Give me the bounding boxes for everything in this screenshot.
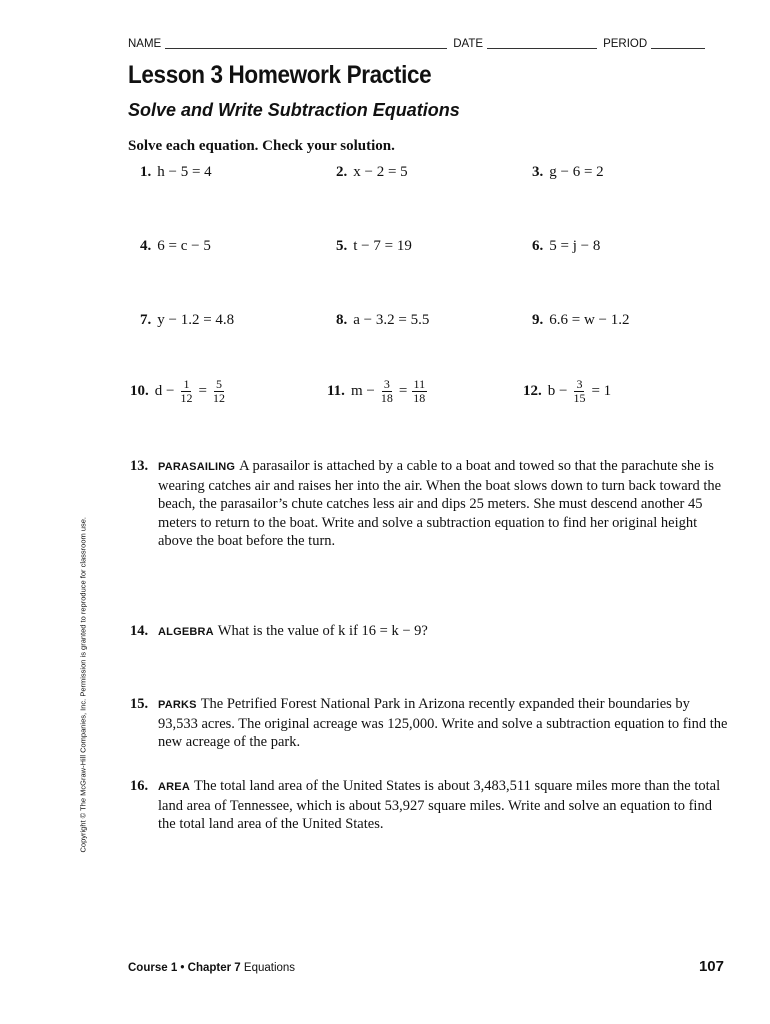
problem-number: 13.	[130, 458, 149, 474]
problem-number: 2.	[336, 164, 348, 180]
numerator: 11	[413, 377, 426, 391]
problem-8	[336, 312, 429, 329]
problem-number: 6.	[532, 238, 544, 254]
equation: g − 6 = 2	[549, 164, 604, 180]
footer-course: Course 1	[128, 962, 178, 974]
date-blank	[487, 37, 597, 49]
numerator: 3	[383, 377, 390, 391]
problem-6	[532, 238, 600, 255]
numerator: 3	[576, 377, 583, 391]
problem-tag: ALGEBRA	[158, 626, 214, 638]
problem-1	[140, 164, 212, 181]
equals: =	[198, 383, 207, 399]
footer-chapter: Chapter 7	[187, 962, 241, 974]
page-subtitle: Solve and Write Subtraction Equations	[128, 100, 460, 120]
equation: 5 = j − 8	[549, 238, 601, 254]
problem-7	[140, 312, 234, 329]
problem-tag: AREA	[158, 781, 190, 793]
denominator: 18	[380, 391, 393, 405]
date-label: DATE	[453, 38, 484, 50]
equation: 6.6 = w − 1.2	[549, 312, 630, 328]
problem-10	[130, 378, 231, 405]
problem-number: 9.	[532, 312, 544, 328]
fraction	[211, 378, 227, 405]
word-problem-13	[130, 457, 730, 551]
instructions: Solve each equation. Check your solution.	[128, 138, 395, 154]
equation: x − 2 = 5	[353, 164, 408, 180]
problem-5	[336, 238, 412, 255]
problem-text: The Petrified Forest National Park in Arizona recently expanded their boundaries by 93,533 acres. The original acreage was 125,000. Write and solve a subtraction equation to find the new acreage of the park.	[158, 696, 728, 750]
denominator: 12	[212, 391, 225, 405]
page-title: Lesson 3 Homework Practice	[128, 61, 432, 89]
problem-number: 11.	[327, 383, 345, 399]
problem-tag: PARASAILING	[158, 461, 236, 473]
footer	[128, 962, 295, 974]
problem-number: 16.	[130, 778, 149, 794]
problem-text: A parasailor is attached by a cable to a boat and towed so that the parachute she is wearing catches air and raises her into the air. When the boat slows down to turn back toward the beach, the parasailor’s chute catches less air and dips 25 meters. She must descend another 45 meters to return to the boat. Write and solve a subtraction equation to find her original height above the boat before the turn.	[158, 458, 722, 549]
numerator: 1	[183, 377, 190, 391]
word-problem-16	[130, 777, 730, 834]
problem-text: What is the value of k if 16 = k − 9?	[217, 623, 428, 639]
equation: 6 = c − 5	[157, 238, 211, 254]
equation-var: b −	[547, 383, 568, 399]
equation: t − 7 = 19	[353, 238, 412, 254]
page-number: 107	[698, 958, 724, 975]
problem-number: 1.	[140, 164, 152, 180]
problem-number: 8.	[336, 312, 348, 328]
period-blank	[651, 37, 705, 49]
word-problem-15	[130, 695, 730, 752]
problem-text: The total land area of the United States is about 3,483,511 square miles more than the total land area of Tennessee, which is about 53,927 square miles. Write and solve an equation to find the total land area of the United States.	[158, 778, 721, 832]
problem-tag: PARKS	[158, 699, 197, 711]
copyright-notice: Copyright © The McGraw-Hill Companies, Inc. Permission is granted to reproduce for classroom use.	[78, 516, 88, 853]
problem-number: 15.	[130, 696, 149, 712]
denominator: 18	[413, 391, 426, 405]
period-label: PERIOD	[603, 38, 648, 50]
problem-number: 4.	[140, 238, 152, 254]
header-line	[128, 34, 720, 50]
name-blank	[165, 37, 447, 49]
denominator: 15	[573, 391, 586, 405]
problem-number: 3.	[532, 164, 544, 180]
equation: a − 3.2 = 5.5	[353, 312, 430, 328]
problem-4	[140, 238, 211, 255]
numerator: 5	[215, 377, 222, 391]
equation-var: d −	[154, 383, 175, 399]
problem-9	[532, 312, 630, 329]
word-problem-14	[130, 622, 730, 642]
fraction	[178, 378, 194, 405]
footer-topic: Equations	[243, 962, 296, 974]
fraction	[411, 378, 427, 405]
problem-11	[327, 378, 431, 405]
equation-var: m −	[350, 383, 375, 399]
name-label: NAME	[128, 38, 162, 50]
problem-12	[523, 378, 611, 405]
fraction	[379, 378, 395, 405]
footer-bullet: •	[180, 962, 185, 974]
problem-2	[336, 164, 408, 181]
equals: =	[398, 383, 408, 399]
denominator: 12	[180, 391, 193, 405]
equation-rhs: = 1	[591, 383, 612, 399]
fraction	[571, 378, 587, 405]
equation: h − 5 = 4	[157, 164, 212, 180]
problem-number: 14.	[130, 623, 149, 639]
problem-3	[532, 164, 604, 181]
problem-number: 12.	[523, 383, 542, 399]
equation: y − 1.2 = 4.8	[157, 312, 235, 328]
problem-number: 10.	[130, 383, 149, 399]
problem-number: 7.	[140, 312, 152, 328]
problem-number: 5.	[336, 238, 348, 254]
